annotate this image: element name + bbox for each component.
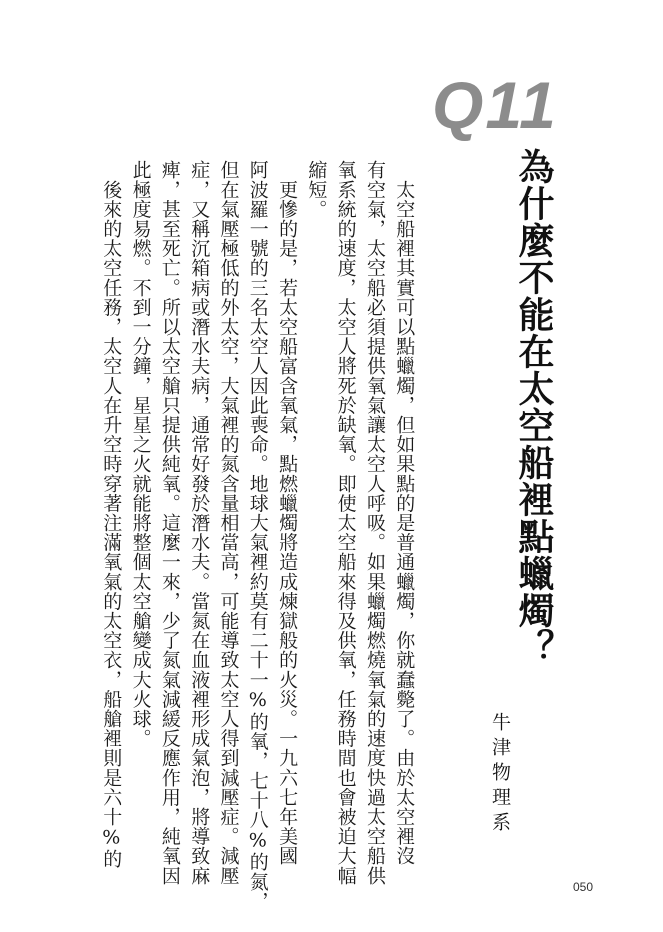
text-column: 太空船裡其實可以點蠟燭，但如果點的是普通蠟燭，你就蠢斃了。由於太空裡沒 <box>393 160 416 866</box>
text-column: 氧系統的速度，太空人將死於缺氧。即使太空船來得及供氧，任務時間也會被迫大幅 <box>334 160 357 886</box>
text-column: 症，又稱沉箱病或潛水夫病，通常好發於潛水夫。當氮在血液裡形成氣泡，將導致麻 <box>188 160 211 886</box>
text-column: 但在氣壓極低的外太空，大氣裡的氮含量相當高，可能導致太空人得到減壓症。減壓 <box>217 160 240 886</box>
page-title: 為什麼不能在太空船裡點蠟燭？ <box>513 148 554 666</box>
body-text <box>96 160 418 911</box>
author-credit: 牛津物理系 <box>489 712 511 837</box>
text-column: 縮短。 <box>305 160 328 219</box>
text-column: 有空氣，太空船必須提供氧氣讓太空人呼吸。如果蠟燭燃燒氧氣的速度快過太空船供 <box>363 160 386 886</box>
text-column: 痺，甚至死亡。所以太空艙只提供純氧。這麼一來，少了氮氣減緩反應作用，純氧因 <box>158 160 181 886</box>
text-column: 阿波羅一號的三名太空人因此喪命。地球大氣裡約莫有二十一%的氧，七十八%的氮， <box>246 160 269 911</box>
page-number: 050 <box>572 880 593 894</box>
text-column: 此極度易燃。不到一分鐘，星星之火就能將整個太空艙變成大火球。 <box>129 160 152 748</box>
text-column: 後來的太空任務，太空人在升空時穿著注滿氧氣的太空衣，船艙裡則是六十%的 <box>100 160 123 869</box>
text-column: 更慘的是，若太空船富含氧氣，點燃蠟燭將造成煉獄般的火災。一九六七年美國 <box>276 160 299 866</box>
question-number: Q11 <box>432 68 558 142</box>
